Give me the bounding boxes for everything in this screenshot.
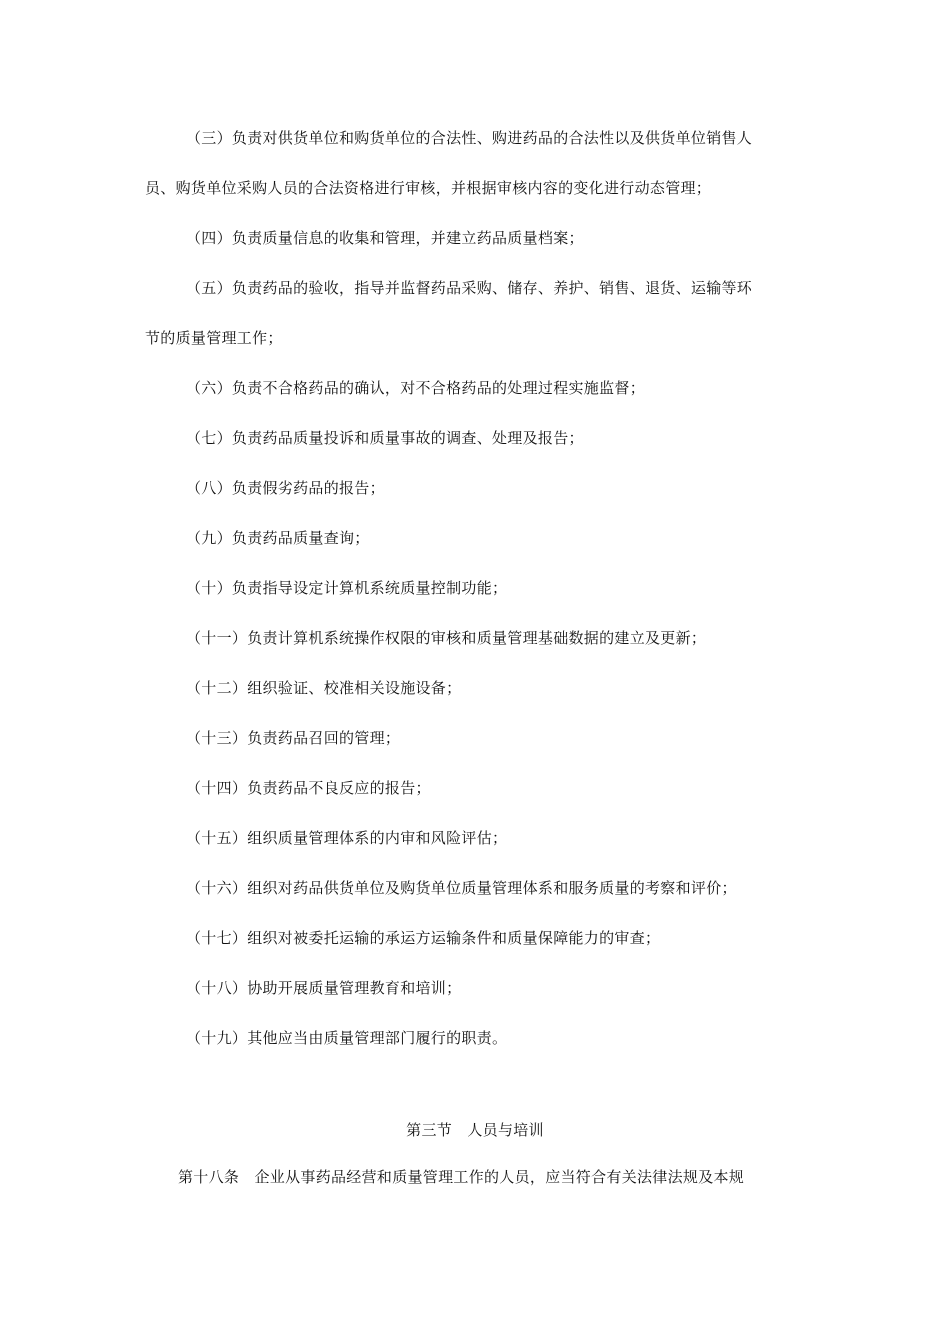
- paragraph-line: （六）负责不合格药品的确认，对不合格药品的处理过程实施监督；: [186, 379, 646, 397]
- paragraph-line: （十三）负责药品召回的管理；: [186, 729, 401, 747]
- section-heading: 第三节 人员与培训: [406, 1121, 544, 1139]
- paragraph-line: （十六）组织对药品供货单位及购货单位质量管理体系和服务质量的考察和评价；: [186, 879, 737, 897]
- paragraph-line: （十五）组织质量管理体系的内审和风险评估；: [186, 829, 508, 847]
- article-paragraph: 第十八条 企业从事药品经营和质量管理工作的人员，应当符合有关法律法规及本规: [178, 1168, 745, 1186]
- paragraph-line: （十一）负责计算机系统操作权限的审核和质量管理基础数据的建立及更新；: [186, 629, 707, 647]
- paragraph-line: （七）负责药品质量投诉和质量事故的调查、处理及报告；: [186, 429, 584, 447]
- paragraph-line: （十）负责指导设定计算机系统质量控制功能；: [186, 579, 508, 597]
- paragraph-line: （四）负责质量信息的收集和管理，并建立药品质量档案；: [186, 229, 584, 247]
- paragraph-line: （九）负责药品质量查询；: [186, 529, 370, 547]
- paragraph-line: （十八）协助开展质量管理教育和培训；: [186, 979, 462, 997]
- paragraph-line: （五）负责药品的验收，指导并监督药品采购、储存、养护、销售、退货、运输等环: [186, 279, 753, 297]
- paragraph-line: （十二）组织验证、校准相关设施设备；: [186, 679, 462, 697]
- paragraph-line: （十九）其他应当由质量管理部门履行的职责。: [186, 1029, 508, 1047]
- paragraph-line: （三）负责对供货单位和购货单位的合法性、购进药品的合法性以及供货单位销售人: [186, 129, 753, 147]
- paragraph-line: （十四）负责药品不良反应的报告；: [186, 779, 431, 797]
- paragraph-line: （八）负责假劣药品的报告；: [186, 479, 385, 497]
- paragraph-line: 员、购货单位采购人员的合法资格进行审核，并根据审核内容的变化进行动态管理；: [145, 179, 712, 197]
- paragraph-line: （十七）组织对被委托运输的承运方运输条件和质量保障能力的审查；: [186, 929, 661, 947]
- paragraph-line: 节的质量管理工作；: [145, 329, 283, 347]
